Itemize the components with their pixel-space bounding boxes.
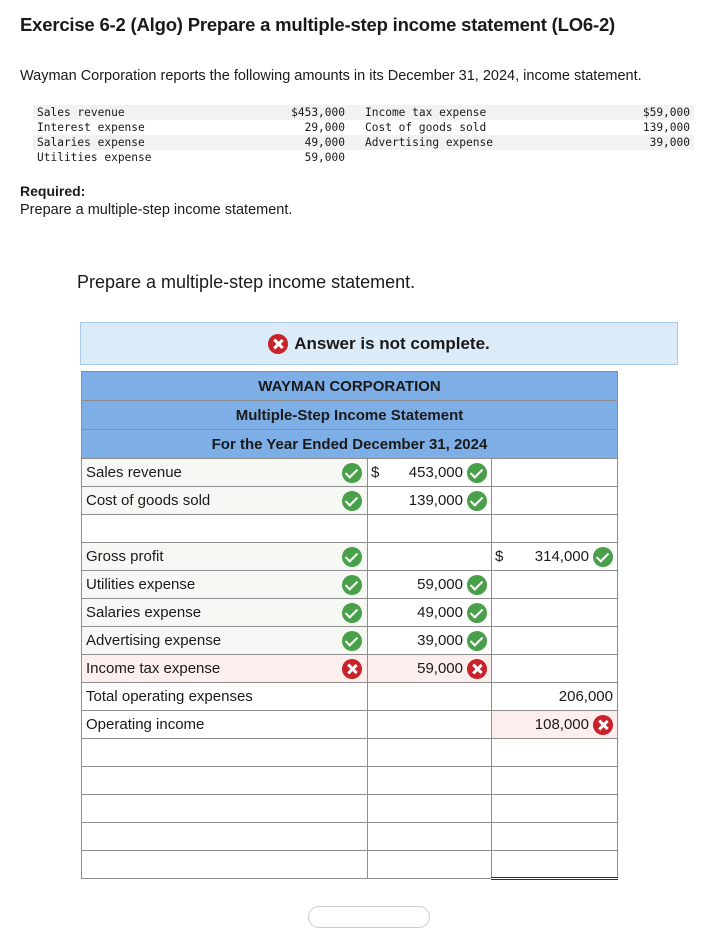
currency-symbol: $	[495, 548, 504, 565]
required-text: Prepare a multiple-step income statement.	[20, 202, 293, 218]
given-label: Interest expense	[37, 121, 145, 134]
given-value: $453,000	[281, 105, 349, 120]
currency-symbol: $	[371, 464, 380, 481]
table-row	[82, 655, 618, 683]
amount-input[interactable]	[368, 823, 492, 851]
amount-input[interactable]	[368, 795, 492, 823]
given-value: 49,000	[281, 135, 349, 150]
account-dropdown[interactable]	[82, 543, 368, 571]
check-circle-icon	[342, 547, 362, 567]
account-label: Salaries expense	[86, 604, 202, 621]
amount-value: 39,000	[417, 632, 463, 649]
answer-status-banner	[80, 322, 678, 365]
table-row	[82, 823, 618, 851]
x-circle-icon	[342, 659, 362, 679]
total-value: 108,000	[534, 716, 589, 733]
account-dropdown[interactable]	[82, 823, 368, 851]
given-row	[33, 105, 694, 120]
income-statement-table	[81, 371, 618, 880]
given-amounts-table	[33, 105, 694, 165]
account-label-cell	[82, 711, 368, 739]
account-label: Gross profit	[86, 548, 164, 565]
account-label: Advertising expense	[86, 632, 222, 649]
table-row	[82, 515, 618, 543]
amount-value: 59,000	[417, 660, 463, 677]
total-input[interactable]	[492, 627, 618, 655]
table-row	[82, 711, 618, 739]
amount-input[interactable]	[368, 515, 492, 543]
account-dropdown[interactable]	[82, 655, 368, 683]
total-input[interactable]	[492, 459, 618, 487]
amount-input[interactable]	[368, 767, 492, 795]
account-dropdown[interactable]	[82, 571, 368, 599]
given-value: $59,000	[600, 105, 694, 120]
amount-value: 453,000	[408, 464, 463, 481]
check-circle-icon	[467, 463, 487, 483]
amount-input[interactable]	[368, 599, 492, 627]
table-row	[82, 487, 618, 515]
total-input[interactable]	[492, 767, 618, 795]
amount-input[interactable]	[368, 851, 492, 879]
given-value	[600, 150, 694, 165]
given-label: Utilities expense	[37, 151, 152, 164]
table-row	[82, 543, 618, 571]
total-input[interactable]	[492, 711, 618, 739]
given-label: Salaries expense	[33, 135, 281, 150]
total-input[interactable]	[492, 655, 618, 683]
table-row	[82, 739, 618, 767]
given-label	[349, 150, 600, 165]
given-label: Sales revenue	[33, 105, 281, 120]
amount-input[interactable]	[368, 683, 492, 711]
amount-input[interactable]	[368, 711, 492, 739]
account-dropdown[interactable]	[82, 515, 368, 543]
statement-header-row	[82, 401, 618, 430]
check-circle-icon	[342, 631, 362, 651]
amount-value: 139,000	[408, 492, 463, 509]
account-label: Total operating expenses	[86, 688, 253, 705]
table-row	[82, 571, 618, 599]
statement-name: Multiple-Step Income Statement	[82, 401, 618, 430]
check-circle-icon	[342, 603, 362, 623]
required-heading: Required:	[20, 183, 86, 199]
given-label: Income tax expense	[349, 105, 600, 120]
account-label: Sales revenue	[86, 464, 182, 481]
given-value: 59,000	[304, 151, 345, 164]
amount-value: 59,000	[417, 576, 463, 593]
exercise-title: Exercise 6-2 (Algo) Prepare a multiple-step income statement (LO6-2)	[20, 14, 616, 35]
x-circle-icon	[467, 659, 487, 679]
account-label: Income tax expense	[86, 660, 221, 677]
account-dropdown[interactable]	[82, 599, 368, 627]
check-circle-icon	[467, 603, 487, 623]
total-value: 206,000	[558, 688, 613, 705]
table-row	[82, 851, 618, 879]
given-value: 139,000	[642, 121, 690, 134]
total-input[interactable]	[492, 571, 618, 599]
company-name: WAYMAN CORPORATION	[82, 372, 618, 401]
account-label: Utilities expense	[86, 576, 196, 593]
total-value: 314,000	[534, 548, 589, 565]
given-value: 29,000	[304, 121, 345, 134]
check-circle-icon	[342, 575, 362, 595]
amount-input[interactable]	[368, 655, 492, 683]
total-input[interactable]	[492, 795, 618, 823]
account-dropdown[interactable]	[82, 459, 368, 487]
account-dropdown[interactable]	[82, 487, 368, 515]
amount-input[interactable]	[368, 487, 492, 515]
table-row	[82, 767, 618, 795]
total-input[interactable]	[492, 515, 618, 543]
total-input[interactable]	[492, 599, 618, 627]
given-label: Advertising expense	[349, 135, 600, 150]
account-label-cell	[82, 683, 368, 711]
amount-input[interactable]	[368, 739, 492, 767]
x-circle-icon	[268, 334, 288, 354]
intro-text: Wayman Corporation reports the following amounts in its December 31, 2024, income statement.	[20, 68, 642, 84]
statement-header-row	[82, 430, 618, 459]
total-input[interactable]	[492, 739, 618, 767]
statement-period: For the Year Ended December 31, 2024	[82, 430, 618, 459]
check-circle-icon	[342, 491, 362, 511]
account-dropdown[interactable]	[82, 627, 368, 655]
amount-input[interactable]	[368, 627, 492, 655]
check-circle-icon	[467, 575, 487, 595]
given-label: Cost of goods sold	[365, 121, 487, 134]
table-row	[82, 459, 618, 487]
check-circle-icon	[467, 491, 487, 511]
amount-input[interactable]	[368, 543, 492, 571]
total-input[interactable]	[492, 543, 618, 571]
total-input[interactable]	[492, 851, 618, 879]
total-input[interactable]	[492, 823, 618, 851]
check-circle-icon	[467, 631, 487, 651]
section-heading: Prepare a multiple-step income statement.	[77, 272, 416, 292]
account-label: Operating income	[86, 716, 205, 733]
scroll-handle[interactable]	[308, 906, 430, 928]
check-circle-icon	[342, 463, 362, 483]
statement-header-row	[82, 372, 618, 401]
account-label: Cost of goods sold	[86, 492, 211, 509]
table-row	[82, 627, 618, 655]
given-row	[33, 120, 694, 135]
amount-input[interactable]	[368, 459, 492, 487]
given-row	[33, 135, 694, 150]
answer-status-text: Answer is not complete.	[294, 333, 490, 353]
total-input[interactable]	[492, 683, 618, 711]
account-dropdown[interactable]	[82, 739, 368, 767]
amount-value: 49,000	[417, 604, 463, 621]
amount-input[interactable]	[368, 571, 492, 599]
table-row	[82, 683, 618, 711]
check-circle-icon	[593, 547, 613, 567]
account-dropdown[interactable]	[82, 795, 368, 823]
table-row	[82, 795, 618, 823]
x-circle-icon	[593, 715, 613, 735]
given-value: 39,000	[600, 135, 694, 150]
account-dropdown[interactable]	[82, 851, 368, 879]
total-input[interactable]	[492, 487, 618, 515]
account-dropdown[interactable]	[82, 767, 368, 795]
table-row	[82, 599, 618, 627]
given-row	[33, 150, 694, 165]
